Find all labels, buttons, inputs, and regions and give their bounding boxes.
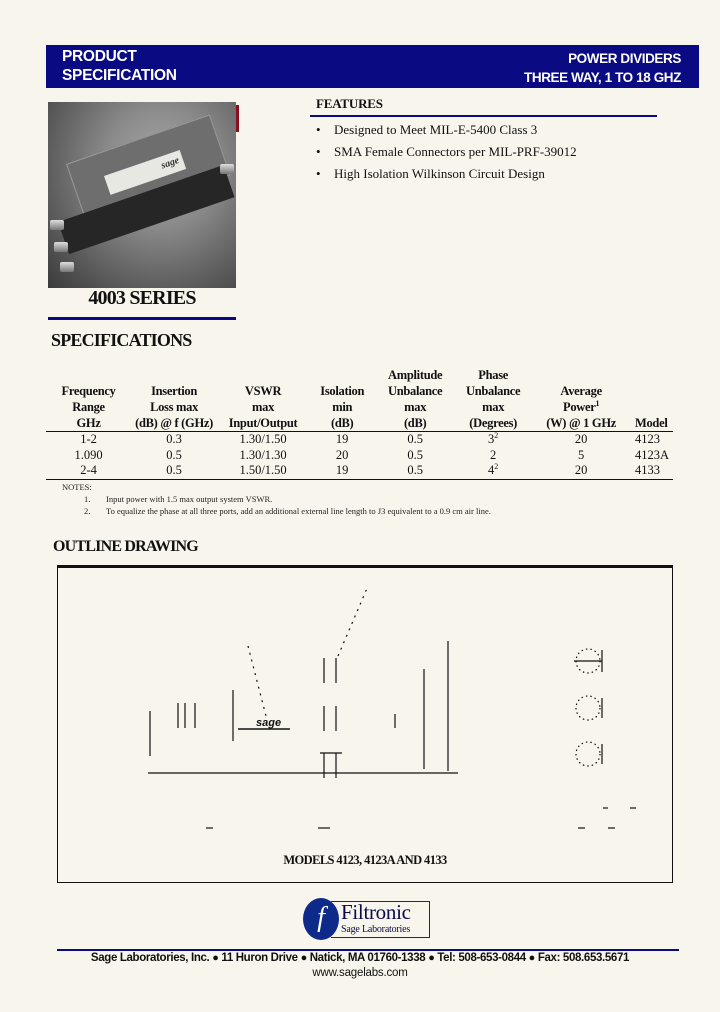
series-title: 4003 SERIES [88, 287, 196, 309]
bullet-icon: ● [528, 952, 535, 964]
cell-insertion-loss: 0.3 [166, 432, 182, 446]
table-header-row [46, 367, 673, 432]
cell-amplitude: 0.5 [407, 463, 423, 477]
features-title: FEATURES [316, 96, 383, 111]
product-photo [48, 102, 236, 288]
sma-connector-icon [220, 164, 234, 174]
col-insertion-loss: Insertion Loss max (dB) @ f (GHz) [135, 384, 213, 430]
cell-insertion-loss: 0.5 [166, 447, 182, 462]
cell-power: 20 [574, 432, 588, 446]
drawing-brand-text: sage [256, 717, 282, 729]
outline-drawing-title: OUTLINE DRAWING [53, 538, 198, 555]
cell-isolation: 20 [335, 447, 349, 462]
footer-divider [57, 949, 679, 951]
product-category [524, 49, 681, 87]
cell-power: 20 [574, 463, 588, 477]
col-model: Model [634, 416, 668, 430]
cell-frequency: 2-4 [80, 463, 97, 477]
drawing-caption: MODELS 4123, 4123A AND 4133 [283, 853, 447, 867]
city-zip: Natick, MA 01760-1338 [309, 952, 426, 964]
bullet-icon: ● [428, 952, 435, 964]
telephone: Tel: 508-653-0844 [437, 952, 526, 964]
header-bar [46, 45, 699, 88]
cell-amplitude: 0.5 [407, 447, 423, 462]
cell-isolation: 19 [335, 432, 349, 446]
specifications-table [46, 367, 673, 480]
company-name: Sage Laboratories, Inc. [90, 952, 210, 964]
feature-item: • Designed to Meet MIL-E-5400 Class 3 [316, 119, 577, 141]
cell-vswr: 1.30/1.50 [239, 432, 287, 446]
outline-drawing [57, 565, 673, 883]
bullet-icon: ● [212, 952, 219, 964]
col-amplitude-unbalance: Amplitude Unbalance max (dB) [388, 368, 443, 430]
logo-frame [331, 901, 430, 938]
notes [62, 481, 491, 517]
cell-power: 5 [578, 447, 585, 462]
logo-subname: Sage Laboratories [341, 924, 411, 935]
feature-item: • SMA Female Connectors per MIL-PRF-39012 [316, 141, 577, 163]
cell-vswr: 1.30/1.30 [239, 447, 287, 462]
category-line1: POWER DIVIDERS [568, 51, 681, 66]
footer-contact [0, 952, 720, 964]
filtronic-f-icon: f [303, 898, 339, 940]
cell-amplitude: 0.5 [407, 432, 423, 446]
fax: Fax: 508.653.5671 [537, 952, 630, 964]
specifications-title: SPECIFICATIONS [51, 330, 192, 350]
sma-connector-icon [54, 242, 68, 252]
cell-isolation: 19 [335, 463, 349, 477]
features-divider [310, 115, 657, 117]
feature-item: • High Isolation Wilkinson Circuit Design [316, 163, 577, 185]
bullet-icon: ● [300, 952, 307, 964]
cell-model: 4123A [634, 447, 669, 462]
technical-drawing-icon [58, 566, 672, 882]
col-frequency: Frequency Range GHz [61, 384, 116, 430]
cell-model: 4133 [634, 463, 660, 477]
table-row [46, 463, 673, 479]
label-brand: sage [159, 155, 181, 172]
note-item: 1. Input power with 1.5 max output system VSWR. [84, 494, 273, 504]
photo-accent [236, 105, 239, 132]
street-address: 11 Huron Drive [221, 952, 298, 964]
col-isolation: Isolation min (dB) [320, 384, 365, 430]
table-row [46, 432, 673, 448]
features-list [316, 119, 577, 185]
cell-frequency: 1.090 [74, 447, 103, 462]
cell-phase: $3^2$ [488, 430, 499, 446]
col-phase-unbalance: Phase Unbalance max (Degrees) [466, 368, 521, 430]
note-item: 2. To equalize the phase at all three ports, add an additional external line length to J3 equivalent to a 0.9 cm air line. [84, 506, 491, 516]
sma-connector-icon [50, 220, 64, 230]
cell-model: 4123 [634, 432, 660, 446]
series-divider [48, 317, 236, 320]
cell-vswr: 1.50/1.50 [239, 463, 287, 477]
cell-insertion-loss: 0.5 [166, 463, 182, 477]
doc-type-line2: SPECIFICATION [62, 67, 177, 84]
col-average-power: Average Power$^1$ (W) @ 1 GHz [546, 384, 617, 430]
doc-type-line1: PRODUCT [62, 48, 137, 65]
category-line2: THREE WAY, 1 TO 18 GHZ [524, 70, 681, 85]
cell-phase: $4^2$ [488, 461, 499, 477]
logo-name: Filtronic [341, 900, 411, 924]
doc-type [62, 47, 177, 85]
notes-title: NOTES: [62, 482, 92, 492]
website-link[interactable]: www.sagelabs.com [312, 967, 408, 979]
col-vswr: VSWR max Input/Output [228, 384, 298, 430]
sma-connector-icon [60, 262, 74, 272]
cell-frequency: 1-2 [80, 432, 97, 446]
table-row [46, 448, 673, 464]
cell-phase: 2 [490, 447, 497, 462]
